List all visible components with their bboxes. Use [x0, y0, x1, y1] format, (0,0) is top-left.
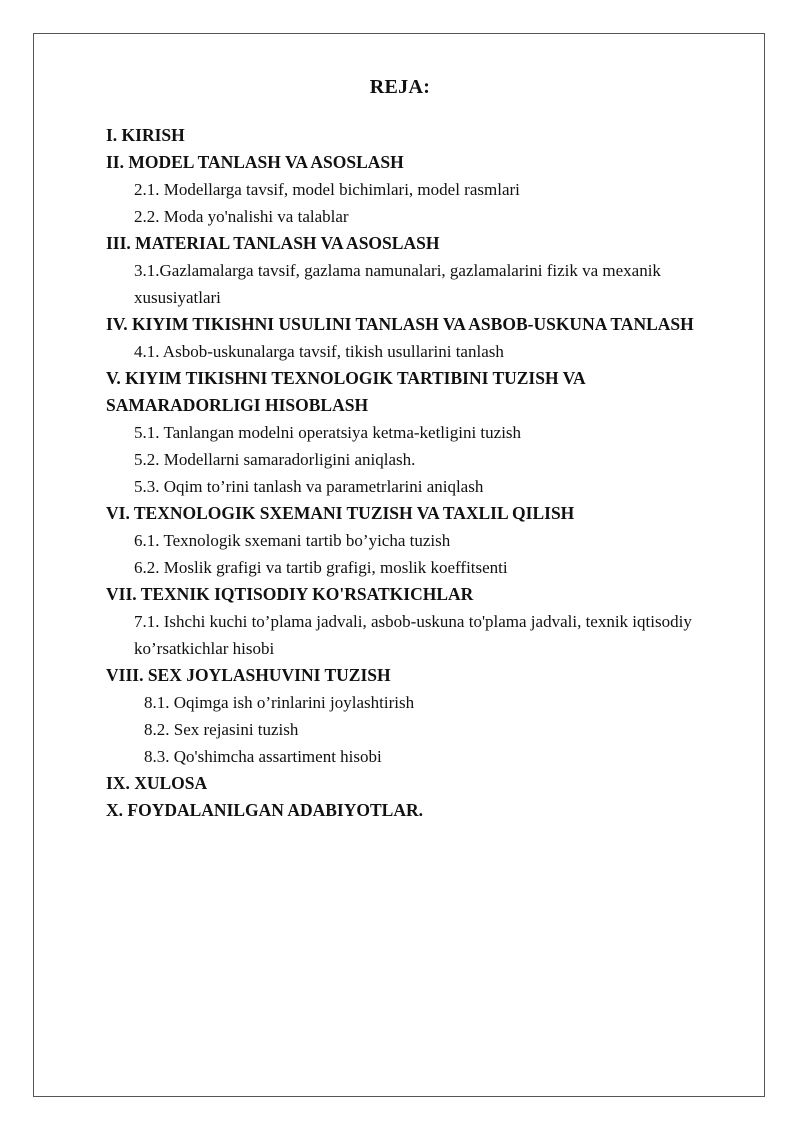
- section-1-heading: I. KIRISH: [106, 125, 185, 145]
- section-9-heading: IX. XULOSA: [106, 773, 208, 793]
- subsection-8-3: 8.3. Qo'shimcha assartiment hisobi: [144, 747, 382, 766]
- section-4-heading: IV. KIYIM TIKISHNI USULINI TANLASH VA ASBOB-USKUNA TANLASH: [106, 314, 694, 334]
- section-2-heading: II. MODEL TANLASH VA ASOSLASH: [106, 152, 404, 172]
- section-8-heading: VIII. SEX JOYLASHUVINI TUZISH: [106, 665, 391, 685]
- section-3-heading: III. MATERIAL TANLASH VA ASOSLASH: [106, 233, 440, 253]
- page-title: REJA:: [369, 76, 431, 98]
- table-of-contents: [106, 122, 736, 824]
- subsection-8-2: 8.2. Sex rejasini tuzish: [144, 720, 299, 739]
- subsection-6-2: 6.2. Moslik grafigi va tartib grafigi, moslik koeffitsenti: [134, 558, 508, 577]
- subsection-7-1: 7.1. Ishchi kuchi to’plama jadvali, asbob-uskuna to'plama jadvali, texnik iqtisodiy ko’rsatkichlar hisobi: [134, 612, 692, 658]
- subsection-3-1: 3.1.Gazlamalarga tavsif, gazlama namunalari, gazlamalarini fizik va mexanik xususiyatlari: [134, 261, 661, 307]
- section-6-heading: VI. TEXNOLOGIK SXEMANI TUZISH VA TAXLIL QILISH: [106, 503, 575, 523]
- subsection-8-1: 8.1. Oqimga ish o’rinlarini joylashtirish: [144, 693, 415, 712]
- section-10-heading: X. FOYDALANILGAN ADABIYOTLAR.: [106, 800, 423, 820]
- section-5-heading: V. KIYIM TIKISHNI TEXNOLOGIK TARTIBINI TUZISH VA SAMARADORLIGI HISOBLASH: [106, 368, 585, 415]
- subsection-2-2: 2.2. Moda yo'nalishi va talablar: [134, 207, 349, 226]
- subsection-4-1: 4.1. Asbob-uskunalarga tavsif, tikish usullarini tanlash: [134, 342, 504, 361]
- subsection-5-2: 5.2. Modellarni samaradorligini aniqlash.: [134, 450, 416, 469]
- subsection-5-1: 5.1. Tanlangan modelni operatsiya ketma-ketligini tuzish: [134, 423, 522, 442]
- subsection-5-3: 5.3. Oqim to’rini tanlash va parametrlarini aniqlash: [134, 477, 484, 496]
- subsection-6-1: 6.1. Texnologik sxemani tartib bo’yicha tuzish: [134, 531, 451, 550]
- section-7-heading: VII. TEXNIK IQTISODIY KO'RSATKICHLAR: [106, 584, 474, 604]
- subsection-2-1: 2.1. Modellarga tavsif, model bichimlari, model rasmlari: [134, 180, 520, 199]
